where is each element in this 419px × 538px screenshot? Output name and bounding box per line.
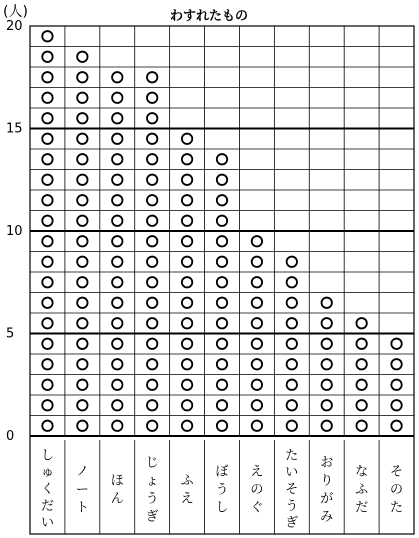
- mark-4-8: [147, 277, 157, 287]
- mark-4-13: [147, 175, 157, 185]
- mark-8-6: [287, 318, 297, 328]
- mark-4-17: [147, 93, 157, 103]
- mark-9-1: [322, 421, 332, 431]
- mark-3-10: [112, 236, 122, 246]
- mark-2-19: [77, 52, 87, 62]
- mark-2-6: [77, 318, 87, 328]
- mark-1-7: [42, 298, 52, 308]
- mark-6-6: [217, 318, 227, 328]
- mark-4-11: [147, 216, 157, 226]
- y-tick-label: 20: [6, 19, 23, 34]
- mark-2-11: [77, 216, 87, 226]
- mark-5-12: [182, 195, 192, 205]
- mark-1-19: [42, 52, 52, 62]
- mark-2-4: [77, 359, 87, 369]
- mark-5-8: [182, 277, 192, 287]
- mark-6-11: [217, 216, 227, 226]
- mark-8-7: [287, 298, 297, 308]
- mark-1-14: [42, 154, 52, 164]
- mark-11-2: [391, 400, 401, 410]
- mark-8-1: [287, 421, 297, 431]
- mark-5-3: [182, 380, 192, 390]
- y-tick-label: 5: [6, 326, 15, 342]
- mark-5-14: [182, 154, 192, 164]
- mark-11-1: [391, 421, 401, 431]
- mark-10-1: [356, 421, 366, 431]
- mark-8-9: [287, 257, 297, 267]
- mark-9-2: [322, 400, 332, 410]
- mark-1-15: [42, 134, 52, 144]
- mark-7-7: [252, 298, 262, 308]
- mark-2-17: [77, 93, 87, 103]
- mark-6-7: [217, 298, 227, 308]
- mark-8-2: [287, 400, 297, 410]
- mark-3-3: [112, 380, 122, 390]
- mark-1-8: [42, 277, 52, 287]
- mark-3-8: [112, 277, 122, 287]
- mark-1-2: [42, 400, 52, 410]
- mark-2-7: [77, 298, 87, 308]
- mark-11-3: [391, 380, 401, 390]
- mark-5-10: [182, 236, 192, 246]
- mark-1-17: [42, 93, 52, 103]
- category-label-5: ふえ: [180, 473, 194, 507]
- mark-9-4: [322, 359, 332, 369]
- y-tick-label: 10: [6, 224, 23, 239]
- mark-1-18: [42, 72, 52, 82]
- mark-6-8: [217, 277, 227, 287]
- mark-3-6: [112, 318, 122, 328]
- mark-3-9: [112, 257, 122, 267]
- mark-2-8: [77, 277, 87, 287]
- mark-4-4: [147, 359, 157, 369]
- mark-4-15: [147, 134, 157, 144]
- mark-2-13: [77, 175, 87, 185]
- mark-4-12: [147, 195, 157, 205]
- mark-4-18: [147, 72, 157, 82]
- mark-1-16: [42, 113, 52, 123]
- mark-6-10: [217, 236, 227, 246]
- mark-6-1: [217, 421, 227, 431]
- category-label-10: なふだ: [355, 464, 369, 516]
- mark-3-5: [112, 339, 122, 349]
- mark-3-1: [112, 421, 122, 431]
- mark-4-16: [147, 113, 157, 123]
- mark-9-7: [322, 298, 332, 308]
- mark-6-14: [217, 154, 227, 164]
- mark-9-5: [322, 339, 332, 349]
- mark-2-9: [77, 257, 87, 267]
- mark-10-4: [356, 359, 366, 369]
- y-tick-label: 0: [6, 429, 15, 444]
- mark-3-15: [112, 134, 122, 144]
- mark-2-16: [77, 113, 87, 123]
- mark-3-18: [112, 72, 122, 82]
- mark-2-2: [77, 400, 87, 410]
- mark-5-1: [182, 421, 192, 431]
- mark-2-3: [77, 380, 87, 390]
- mark-5-15: [182, 134, 192, 144]
- mark-4-9: [147, 257, 157, 267]
- mark-10-3: [356, 380, 366, 390]
- mark-3-17: [112, 93, 122, 103]
- mark-6-3: [217, 380, 227, 390]
- mark-10-5: [356, 339, 366, 349]
- mark-5-7: [182, 298, 192, 308]
- mark-5-9: [182, 257, 192, 267]
- mark-1-11: [42, 216, 52, 226]
- category-label-1: しゅくだい: [40, 448, 54, 531]
- mark-8-8: [287, 277, 297, 287]
- mark-3-4: [112, 359, 122, 369]
- mark-1-13: [42, 175, 52, 185]
- category-labels: [41, 448, 403, 530]
- mark-1-4: [42, 359, 52, 369]
- mark-11-5: [391, 339, 401, 349]
- mark-1-9: [42, 257, 52, 267]
- mark-1-5: [42, 339, 52, 349]
- mark-4-7: [147, 298, 157, 308]
- mark-3-14: [112, 154, 122, 164]
- mark-2-5: [77, 339, 87, 349]
- mark-4-5: [147, 339, 157, 349]
- mark-5-5: [182, 339, 192, 349]
- mark-7-2: [252, 400, 262, 410]
- category-label-7: えのぐ: [250, 464, 264, 516]
- mark-11-4: [391, 359, 401, 369]
- mark-1-12: [42, 195, 52, 205]
- y-tick-labels: [6, 19, 23, 444]
- mark-4-1: [147, 421, 157, 431]
- category-label-4: じょうぎ: [145, 455, 159, 525]
- mark-3-7: [112, 298, 122, 308]
- category-label-9: おりがみ: [320, 455, 334, 525]
- mark-9-6: [322, 318, 332, 328]
- mark-1-3: [42, 380, 52, 390]
- mark-2-15: [77, 134, 87, 144]
- mark-7-9: [252, 257, 262, 267]
- mark-6-13: [217, 175, 227, 185]
- mark-1-10: [42, 236, 52, 246]
- mark-7-10: [252, 236, 262, 246]
- mark-5-4: [182, 359, 192, 369]
- mark-8-4: [287, 359, 297, 369]
- mark-8-3: [287, 380, 297, 390]
- mark-10-2: [356, 400, 366, 410]
- mark-3-2: [112, 400, 122, 410]
- mark-2-12: [77, 195, 87, 205]
- mark-7-1: [252, 421, 262, 431]
- mark-10-6: [356, 318, 366, 328]
- mark-7-3: [252, 380, 262, 390]
- mark-5-13: [182, 175, 192, 185]
- category-label-3: ほん: [110, 473, 124, 507]
- mark-2-18: [77, 72, 87, 82]
- mark-4-2: [147, 400, 157, 410]
- mark-2-14: [77, 154, 87, 164]
- mark-7-6: [252, 318, 262, 328]
- mark-3-16: [112, 113, 122, 123]
- mark-6-4: [217, 359, 227, 369]
- mark-7-5: [252, 339, 262, 349]
- mark-1-6: [42, 318, 52, 328]
- mark-8-5: [287, 339, 297, 349]
- mark-2-10: [77, 236, 87, 246]
- mark-6-12: [217, 195, 227, 205]
- mark-3-13: [112, 175, 122, 185]
- mark-3-11: [112, 216, 122, 226]
- mark-5-6: [182, 318, 192, 328]
- category-label-2: ノート: [75, 464, 89, 516]
- mark-1-20: [42, 31, 52, 41]
- mark-6-9: [217, 257, 227, 267]
- category-label-6: ぼうし: [215, 464, 229, 516]
- category-label-8: たいそうぎ: [285, 448, 299, 531]
- mark-4-10: [147, 236, 157, 246]
- mark-6-5: [217, 339, 227, 349]
- mark-7-8: [252, 277, 262, 287]
- mark-3-12: [112, 195, 122, 205]
- chart-title: わすれたもの: [169, 9, 249, 24]
- y-tick-label: 15: [6, 121, 23, 137]
- mark-4-6: [147, 318, 157, 328]
- mark-7-4: [252, 359, 262, 369]
- category-label-11: そのた: [390, 464, 404, 516]
- mark-6-2: [217, 400, 227, 410]
- mark-5-11: [182, 216, 192, 226]
- mark-1-1: [42, 421, 52, 431]
- mark-2-1: [77, 421, 87, 431]
- mark-4-14: [147, 154, 157, 164]
- y-axis-label: (人): [3, 4, 28, 20]
- mark-5-2: [182, 400, 192, 410]
- mark-9-3: [322, 380, 332, 390]
- mark-4-3: [147, 380, 157, 390]
